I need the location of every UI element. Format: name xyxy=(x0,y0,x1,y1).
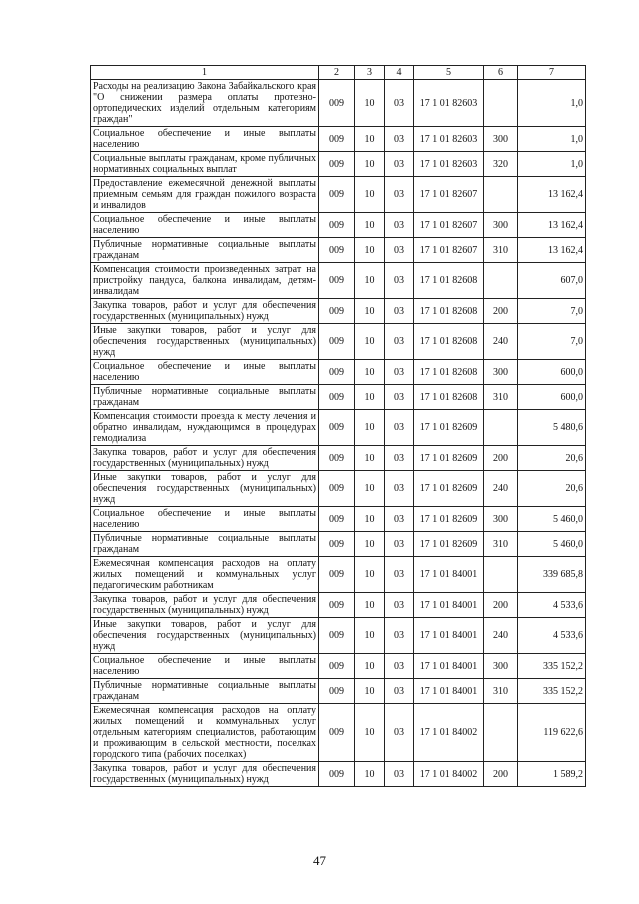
row-subsection-code: 03 xyxy=(385,654,414,679)
row-section-code: 10 xyxy=(355,762,385,787)
header-col-2: 2 xyxy=(319,66,355,80)
row-section-code: 10 xyxy=(355,385,385,410)
table-row xyxy=(91,593,586,618)
row-section-code: 10 xyxy=(355,127,385,152)
table-row xyxy=(91,471,586,507)
row-description: Публичные нормативные социальные выплаты гражданам xyxy=(91,679,319,704)
row-section-code: 10 xyxy=(355,507,385,532)
row-section-code: 10 xyxy=(355,299,385,324)
row-subsection-code: 03 xyxy=(385,618,414,654)
page-number: 47 xyxy=(313,853,326,868)
row-expense-type: 240 xyxy=(484,618,518,654)
row-section-code: 10 xyxy=(355,679,385,704)
row-section-code: 10 xyxy=(355,213,385,238)
row-amount: 5 480,6 xyxy=(518,410,586,446)
row-subsection-code: 03 xyxy=(385,80,414,127)
row-target-article: 17 1 01 82603 xyxy=(414,80,484,127)
row-ministry-code: 009 xyxy=(319,704,355,762)
table-row xyxy=(91,704,586,762)
row-amount: 7,0 xyxy=(518,324,586,360)
row-subsection-code: 03 xyxy=(385,557,414,593)
row-description: Закупка товаров, работ и услуг для обеспечения государственных (муниципальных) нужд xyxy=(91,762,319,787)
row-description: Ежемесячная компенсация расходов на оплату жилых помещений и коммунальных услуг отдельным категориям специалистов, работающим и проживающим в сельской местности, поселках городского типа (рабочих поселках) xyxy=(91,704,319,762)
row-amount: 600,0 xyxy=(518,360,586,385)
row-ministry-code: 009 xyxy=(319,127,355,152)
table-row xyxy=(91,385,586,410)
row-subsection-code: 03 xyxy=(385,410,414,446)
row-amount: 1,0 xyxy=(518,80,586,127)
row-ministry-code: 009 xyxy=(319,446,355,471)
row-subsection-code: 03 xyxy=(385,299,414,324)
row-amount: 1 589,2 xyxy=(518,762,586,787)
row-section-code: 10 xyxy=(355,446,385,471)
row-expense-type xyxy=(484,80,518,127)
row-target-article: 17 1 01 82607 xyxy=(414,238,484,263)
row-ministry-code: 009 xyxy=(319,532,355,557)
row-description: Иные закупки товаров, работ и услуг для обеспечения государственных (муниципальных) нужд xyxy=(91,618,319,654)
row-target-article: 17 1 01 84002 xyxy=(414,704,484,762)
row-amount: 119 622,6 xyxy=(518,704,586,762)
table-row xyxy=(91,507,586,532)
row-target-article: 17 1 01 82609 xyxy=(414,471,484,507)
row-amount: 13 162,4 xyxy=(518,213,586,238)
row-section-code: 10 xyxy=(355,263,385,299)
row-section-code: 10 xyxy=(355,80,385,127)
header-col-1: 1 xyxy=(91,66,319,80)
row-ministry-code: 009 xyxy=(319,213,355,238)
table-row xyxy=(91,532,586,557)
row-subsection-code: 03 xyxy=(385,679,414,704)
row-amount: 7,0 xyxy=(518,299,586,324)
row-ministry-code: 009 xyxy=(319,471,355,507)
row-ministry-code: 009 xyxy=(319,385,355,410)
row-subsection-code: 03 xyxy=(385,213,414,238)
row-amount: 5 460,0 xyxy=(518,507,586,532)
row-description: Публичные нормативные социальные выплаты гражданам xyxy=(91,385,319,410)
row-section-code: 10 xyxy=(355,557,385,593)
table-row xyxy=(91,360,586,385)
row-description: Социальное обеспечение и иные выплаты населению xyxy=(91,507,319,532)
header-col-4: 4 xyxy=(385,66,414,80)
row-target-article: 17 1 01 82603 xyxy=(414,152,484,177)
header-col-7: 7 xyxy=(518,66,586,80)
table-row xyxy=(91,299,586,324)
row-expense-type: 300 xyxy=(484,654,518,679)
row-description: Закупка товаров, работ и услуг для обеспечения государственных (муниципальных) нужд xyxy=(91,593,319,618)
row-subsection-code: 03 xyxy=(385,127,414,152)
row-section-code: 10 xyxy=(355,618,385,654)
row-subsection-code: 03 xyxy=(385,471,414,507)
row-expense-type: 240 xyxy=(484,471,518,507)
row-target-article: 17 1 01 82608 xyxy=(414,324,484,360)
table-row xyxy=(91,152,586,177)
header-row xyxy=(91,66,586,80)
row-amount: 20,6 xyxy=(518,471,586,507)
row-subsection-code: 03 xyxy=(385,593,414,618)
table-row xyxy=(91,80,586,127)
row-section-code: 10 xyxy=(355,593,385,618)
row-subsection-code: 03 xyxy=(385,263,414,299)
table-row xyxy=(91,263,586,299)
row-target-article: 17 1 01 82609 xyxy=(414,410,484,446)
row-section-code: 10 xyxy=(355,360,385,385)
row-subsection-code: 03 xyxy=(385,360,414,385)
table-row xyxy=(91,238,586,263)
row-description: Компенсация стоимости проезда к месту лечения и обратно инвалидам, нуждающимся в процедурах гемодиализа xyxy=(91,410,319,446)
row-subsection-code: 03 xyxy=(385,507,414,532)
row-description: Компенсация стоимости произведенных затрат на пристройку пандуса, балкона инвалидам, детям-инвалидам xyxy=(91,263,319,299)
row-ministry-code: 009 xyxy=(319,263,355,299)
row-section-code: 10 xyxy=(355,410,385,446)
table-row xyxy=(91,557,586,593)
row-section-code: 10 xyxy=(355,532,385,557)
row-ministry-code: 009 xyxy=(319,238,355,263)
row-section-code: 10 xyxy=(355,238,385,263)
row-amount: 4 533,6 xyxy=(518,593,586,618)
row-description: Социальное обеспечение и иные выплаты населению xyxy=(91,127,319,152)
row-section-code: 10 xyxy=(355,324,385,360)
row-section-code: 10 xyxy=(355,654,385,679)
row-expense-type: 310 xyxy=(484,532,518,557)
row-expense-type: 310 xyxy=(484,238,518,263)
table-row xyxy=(91,654,586,679)
row-description: Иные закупки товаров, работ и услуг для обеспечения государственных (муниципальных) нужд xyxy=(91,324,319,360)
row-description: Ежемесячная компенсация расходов на оплату жилых помещений и коммунальных услуг педагогическим работникам xyxy=(91,557,319,593)
row-subsection-code: 03 xyxy=(385,238,414,263)
row-expense-type xyxy=(484,704,518,762)
row-subsection-code: 03 xyxy=(385,446,414,471)
row-ministry-code: 009 xyxy=(319,360,355,385)
row-target-article: 17 1 01 84001 xyxy=(414,618,484,654)
row-ministry-code: 009 xyxy=(319,593,355,618)
row-expense-type: 200 xyxy=(484,299,518,324)
row-expense-type: 310 xyxy=(484,679,518,704)
table-row xyxy=(91,762,586,787)
row-amount: 1,0 xyxy=(518,127,586,152)
row-description: Закупка товаров, работ и услуг для обеспечения государственных (муниципальных) нужд xyxy=(91,446,319,471)
row-ministry-code: 009 xyxy=(319,654,355,679)
table-row xyxy=(91,127,586,152)
row-section-code: 10 xyxy=(355,177,385,213)
row-expense-type: 300 xyxy=(484,507,518,532)
table-row xyxy=(91,177,586,213)
row-expense-type: 200 xyxy=(484,446,518,471)
row-ministry-code: 009 xyxy=(319,410,355,446)
row-amount: 335 152,2 xyxy=(518,679,586,704)
row-target-article: 17 1 01 82607 xyxy=(414,177,484,213)
row-ministry-code: 009 xyxy=(319,679,355,704)
row-target-article: 17 1 01 84001 xyxy=(414,679,484,704)
row-amount: 13 162,4 xyxy=(518,177,586,213)
row-expense-type xyxy=(484,177,518,213)
row-section-code: 10 xyxy=(355,704,385,762)
row-subsection-code: 03 xyxy=(385,177,414,213)
row-description: Публичные нормативные социальные выплаты гражданам xyxy=(91,238,319,263)
row-description: Социальное обеспечение и иные выплаты населению xyxy=(91,213,319,238)
row-ministry-code: 009 xyxy=(319,299,355,324)
row-expense-type: 300 xyxy=(484,360,518,385)
row-target-article: 17 1 01 84002 xyxy=(414,762,484,787)
row-expense-type xyxy=(484,263,518,299)
table-row xyxy=(91,324,586,360)
row-amount: 5 460,0 xyxy=(518,532,586,557)
row-ministry-code: 009 xyxy=(319,177,355,213)
row-amount: 4 533,6 xyxy=(518,618,586,654)
row-amount: 20,6 xyxy=(518,446,586,471)
row-target-article: 17 1 01 84001 xyxy=(414,654,484,679)
row-description: Предоставление ежемесячной денежной выплаты приемным семьям для граждан пожилого возраста и инвалидов xyxy=(91,177,319,213)
row-amount: 607,0 xyxy=(518,263,586,299)
row-target-article: 17 1 01 82609 xyxy=(414,446,484,471)
row-expense-type xyxy=(484,410,518,446)
row-expense-type: 200 xyxy=(484,762,518,787)
row-amount: 335 152,2 xyxy=(518,654,586,679)
row-subsection-code: 03 xyxy=(385,532,414,557)
row-target-article: 17 1 01 84001 xyxy=(414,557,484,593)
row-subsection-code: 03 xyxy=(385,152,414,177)
row-target-article: 17 1 01 82608 xyxy=(414,360,484,385)
row-amount: 1,0 xyxy=(518,152,586,177)
row-subsection-code: 03 xyxy=(385,762,414,787)
row-description: Социальные выплаты гражданам, кроме публичных нормативных социальных выплат xyxy=(91,152,319,177)
row-expense-type: 300 xyxy=(484,127,518,152)
row-ministry-code: 009 xyxy=(319,557,355,593)
table-row xyxy=(91,446,586,471)
row-expense-type xyxy=(484,557,518,593)
row-ministry-code: 009 xyxy=(319,152,355,177)
row-expense-type: 300 xyxy=(484,213,518,238)
row-target-article: 17 1 01 82609 xyxy=(414,532,484,557)
budget-table xyxy=(90,65,586,787)
row-description: Социальное обеспечение и иные выплаты населению xyxy=(91,360,319,385)
header-col-3: 3 xyxy=(355,66,385,80)
table-row xyxy=(91,410,586,446)
row-section-code: 10 xyxy=(355,152,385,177)
row-target-article: 17 1 01 82607 xyxy=(414,213,484,238)
row-expense-type: 320 xyxy=(484,152,518,177)
row-description: Расходы на реализацию Закона Забайкальского края "О снижении размера оплаты протезно-ортопедических изделий отдельным категориям граждан" xyxy=(91,80,319,127)
row-ministry-code: 009 xyxy=(319,762,355,787)
row-target-article: 17 1 01 82609 xyxy=(414,507,484,532)
row-amount: 600,0 xyxy=(518,385,586,410)
row-ministry-code: 009 xyxy=(319,324,355,360)
row-amount: 339 685,8 xyxy=(518,557,586,593)
row-ministry-code: 009 xyxy=(319,618,355,654)
row-target-article: 17 1 01 82608 xyxy=(414,299,484,324)
row-amount: 13 162,4 xyxy=(518,238,586,263)
row-expense-type: 310 xyxy=(484,385,518,410)
row-target-article: 17 1 01 84001 xyxy=(414,593,484,618)
row-subsection-code: 03 xyxy=(385,704,414,762)
row-target-article: 17 1 01 82608 xyxy=(414,263,484,299)
header-col-5: 5 xyxy=(414,66,484,80)
row-description: Публичные нормативные социальные выплаты гражданам xyxy=(91,532,319,557)
row-description: Социальное обеспечение и иные выплаты населению xyxy=(91,654,319,679)
header-col-6: 6 xyxy=(484,66,518,80)
row-subsection-code: 03 xyxy=(385,324,414,360)
row-description: Иные закупки товаров, работ и услуг для обеспечения государственных (муниципальных) нужд xyxy=(91,471,319,507)
table-row xyxy=(91,679,586,704)
row-section-code: 10 xyxy=(355,471,385,507)
row-target-article: 17 1 01 82608 xyxy=(414,385,484,410)
row-description: Закупка товаров, работ и услуг для обеспечения государственных (муниципальных) нужд xyxy=(91,299,319,324)
row-ministry-code: 009 xyxy=(319,507,355,532)
row-subsection-code: 03 xyxy=(385,385,414,410)
row-ministry-code: 009 xyxy=(319,80,355,127)
table-row xyxy=(91,618,586,654)
table-row xyxy=(91,213,586,238)
row-expense-type: 240 xyxy=(484,324,518,360)
row-expense-type: 200 xyxy=(484,593,518,618)
row-target-article: 17 1 01 82603 xyxy=(414,127,484,152)
